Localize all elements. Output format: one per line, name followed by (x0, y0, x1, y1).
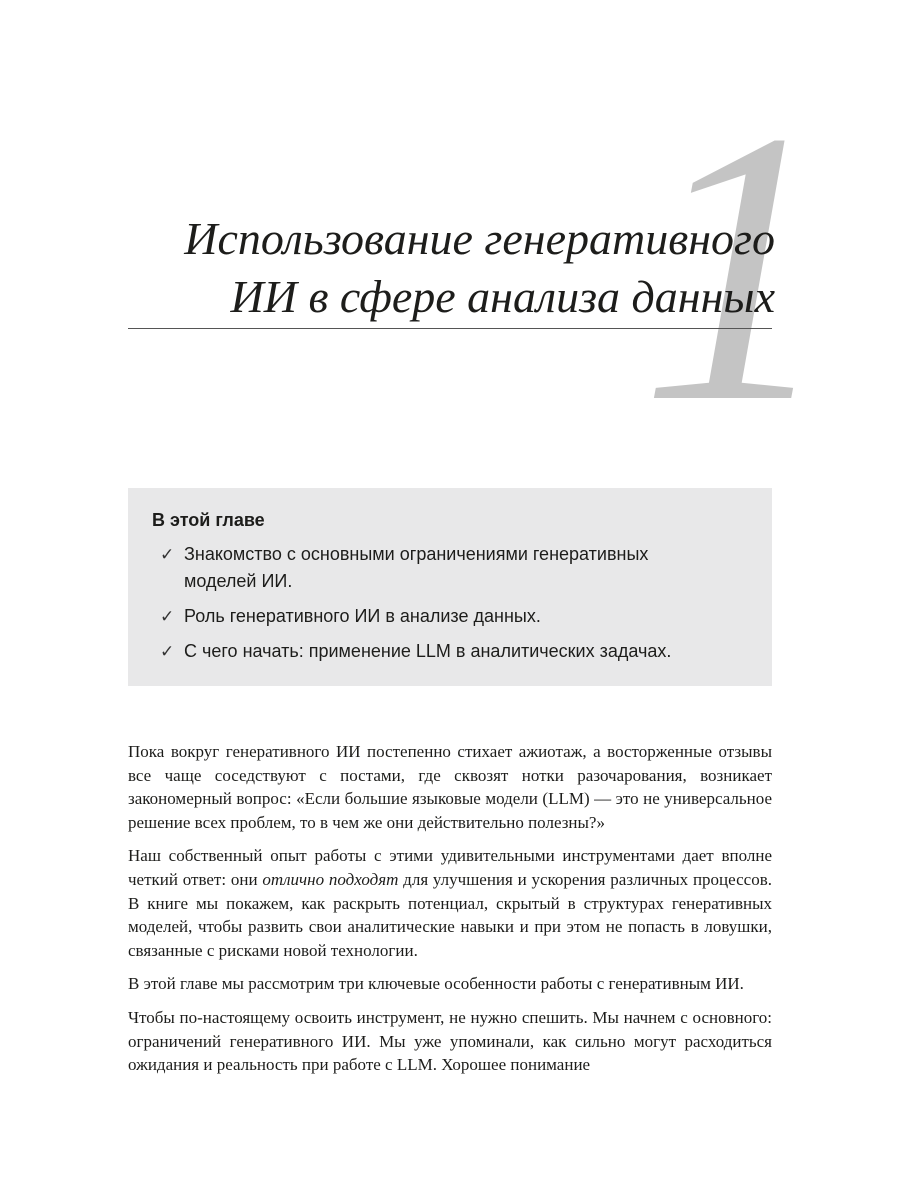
summary-item (152, 541, 704, 595)
chapter-title (0, 210, 775, 326)
summary-item (152, 603, 704, 630)
summary-item-text: Знакомство с основными ограничениями генеративных моделей ИИ. (184, 544, 649, 591)
emphasis-text: отлично подходят (262, 869, 399, 889)
chapter-summary-box (128, 488, 772, 686)
summary-item (152, 638, 704, 665)
checkmark-icon: ✓ (160, 607, 175, 626)
paragraph: В этой главе мы рассмотрим три ключевые особенности работы с генеративным ИИ. (128, 974, 744, 994)
chapter-title-line-2: ИИ в сфере анализа данных (230, 271, 775, 322)
chapter-title-line-1: Использование генеративного (184, 213, 775, 264)
summary-item-text: С чего начать: применение LLM в аналитических задачах. (184, 641, 672, 661)
summary-heading: В этой главе (152, 510, 265, 530)
checkmark-icon: ✓ (160, 642, 175, 661)
body-text (128, 740, 772, 1087)
summary-list (152, 541, 772, 665)
paragraph: Чтобы по-настоящему освоить инструмент, не нужно спешить. Мы начнем с основного: ограничений генеративного ИИ. Мы уже упоминали, как сильно могут расходиться ожидания и реальность при работе с LLM. Хорошее понимание (128, 1007, 772, 1075)
paragraph-text: для улучшения и ускорения различных процессов. В книге мы покажем, как раскрыть потенциал, скрытый в структурах генеративных моделей, чтобы развить свои аналитические навыки и при этом не попасть в ловушки, связанные с рисками новой технологии. (128, 869, 772, 960)
chapter-number: 1 (640, 51, 835, 483)
checkmark-icon: ✓ (160, 545, 175, 564)
paragraph: Пока вокруг генеративного ИИ постепенно стихает ажиотаж, а восторженные отзывы все чаще соседствуют с постами, где сквозят нотки разочарования, возникает закономерный вопрос: «Если большие языковые модели (LLM) — это не универсальное решение всех проблем, то в чем же они действительно полезны?» (128, 742, 772, 832)
summary-item-text: Роль генеративного ИИ в анализе данных. (184, 606, 541, 626)
paragraph (128, 844, 772, 962)
title-divider (128, 328, 772, 329)
paragraph-text: Наш собственный опыт работы с этими удивительными инструментами дает вполне четкий ответ: они (128, 846, 772, 889)
